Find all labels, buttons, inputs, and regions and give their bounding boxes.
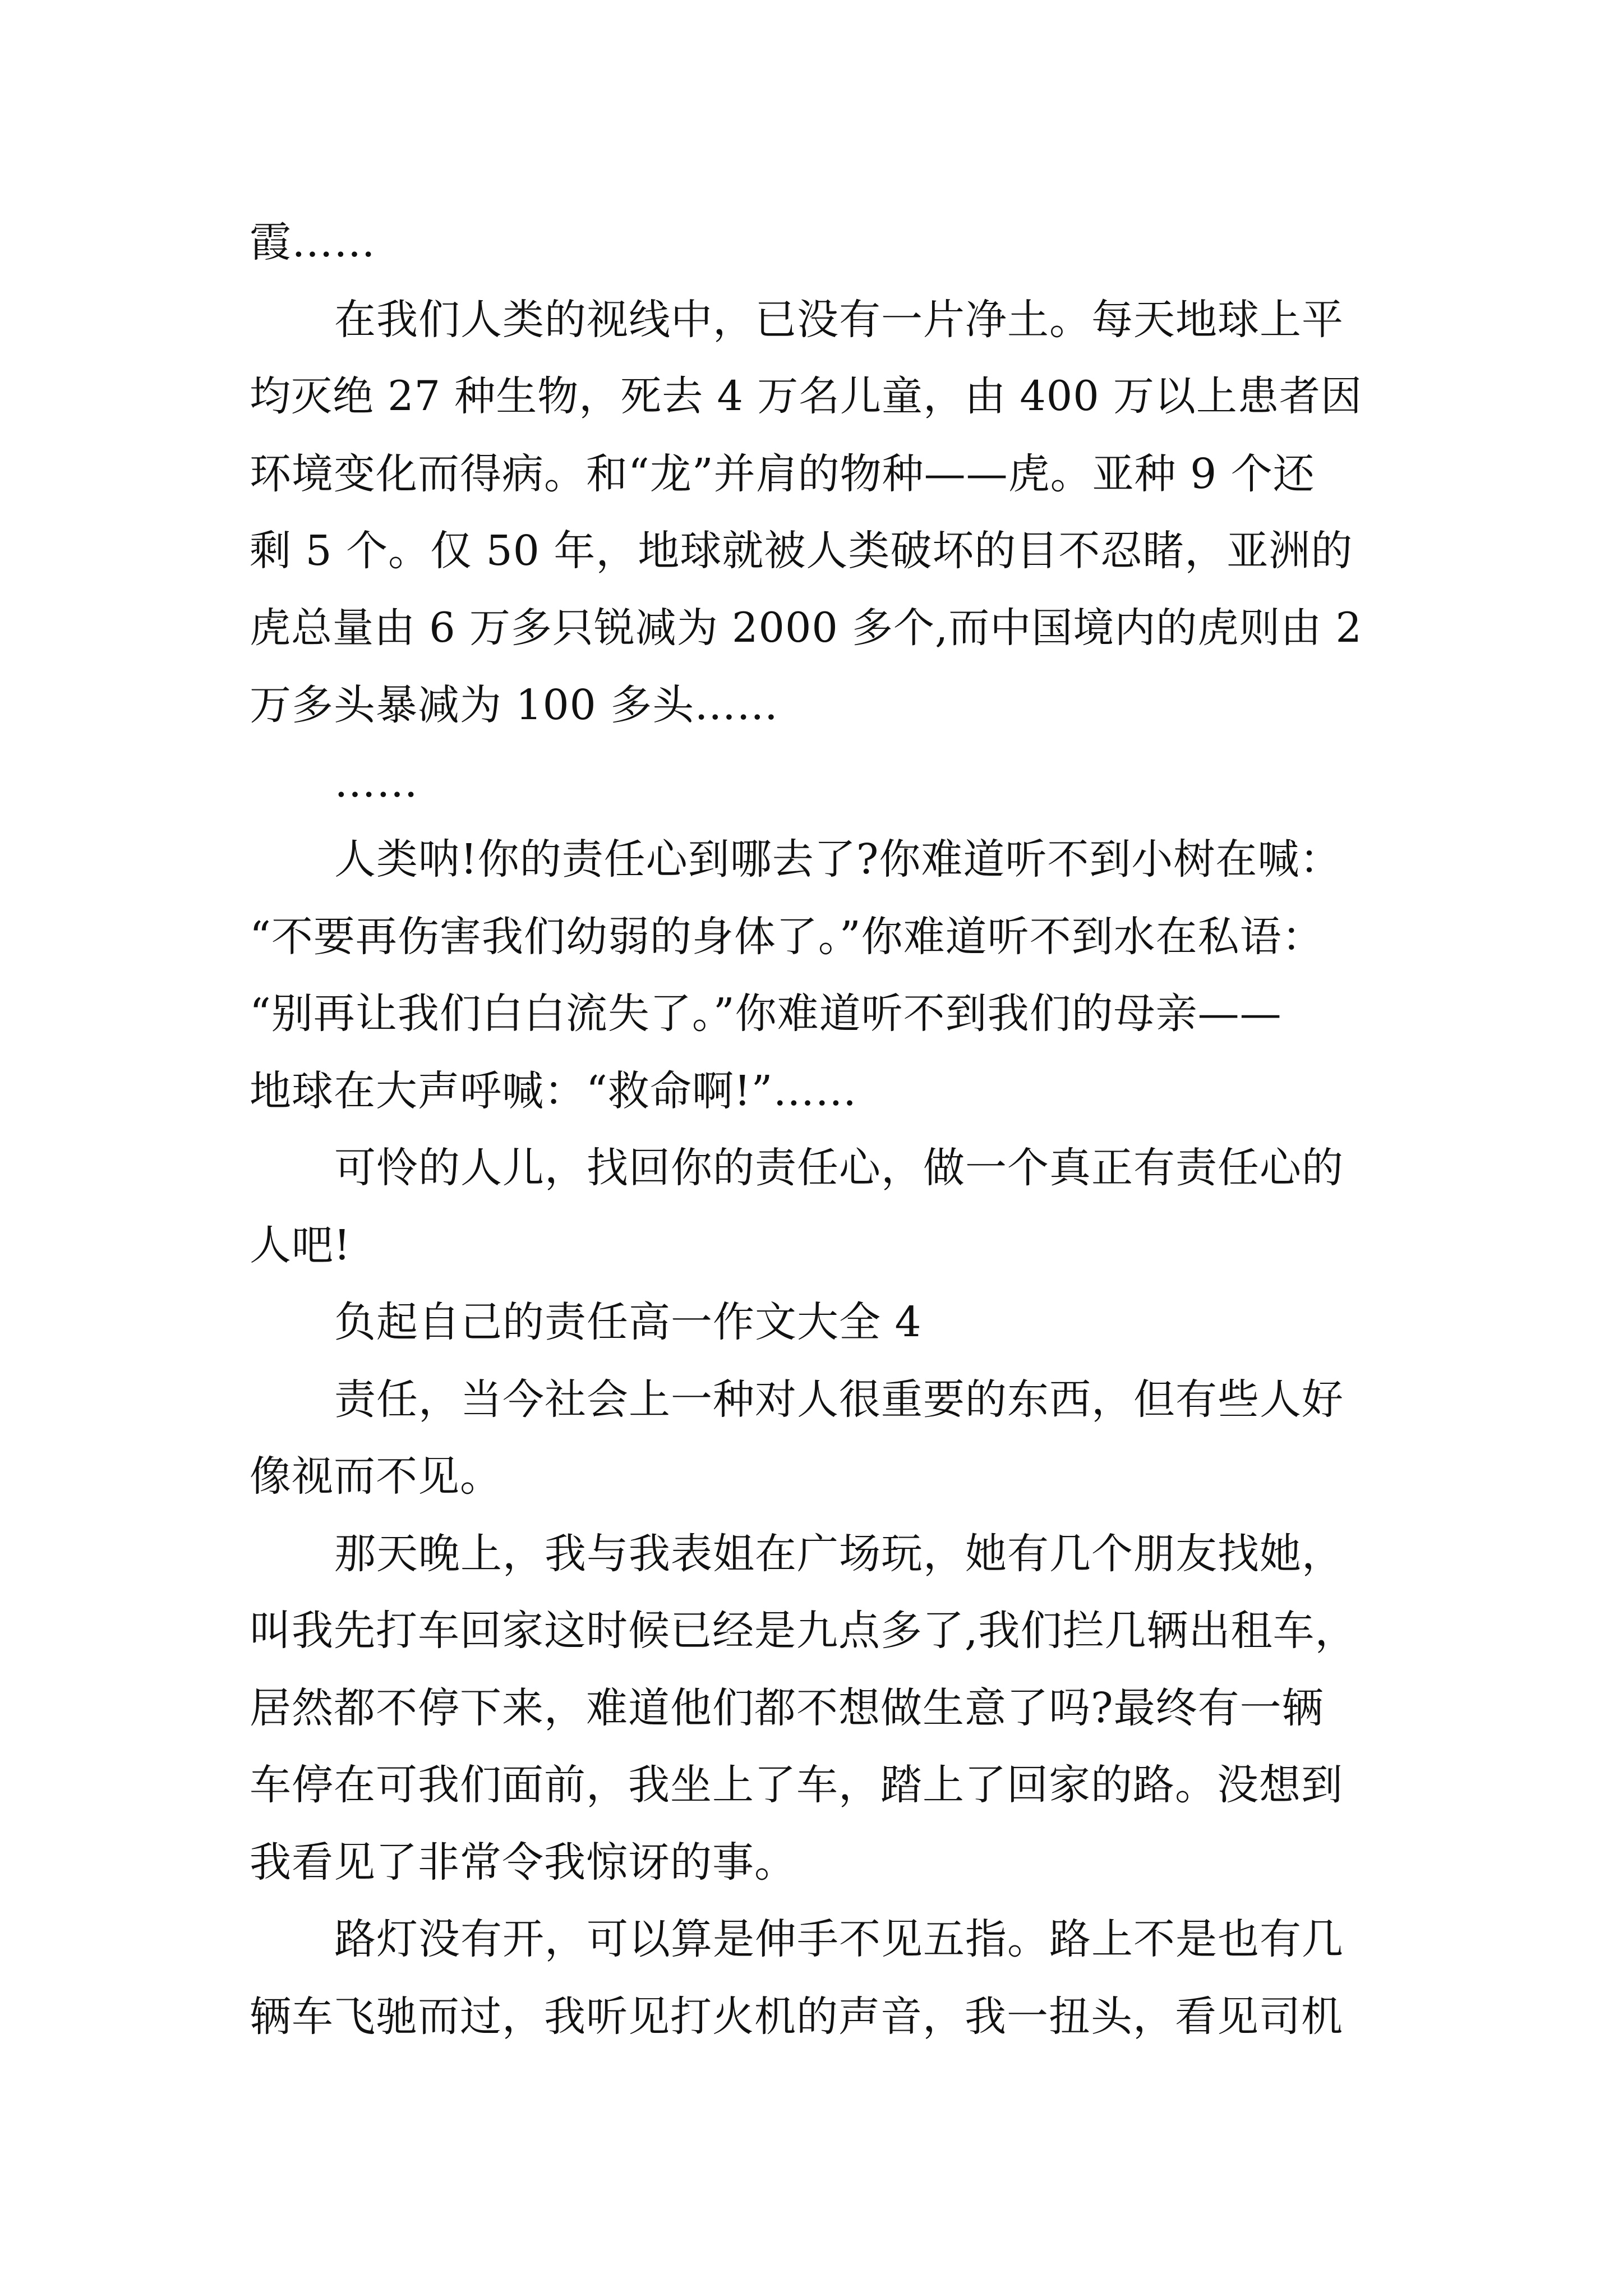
text-line: 人类呐!你的责任心到哪去了?你难道听不到小树在喊： (334, 835, 1342, 884)
text-line: 霞…… (250, 218, 376, 266)
text-line: 环境变化而得病。和“龙”并肩的物种——虎。亚种 9 个还 (250, 450, 1315, 498)
text-line: 可怜的人儿，找回你的责任心，做一个真正有责任心的 (334, 1144, 1344, 1192)
text-line: “不要再伤害我们幼弱的身体了。”你难道听不到水在私语： (250, 913, 1324, 961)
text-line: 剩 5 个。仅 50 年，地球就被人类破坏的目不忍睹，亚洲的 (250, 527, 1353, 575)
text-line: 居然都不停下来，难道他们都不想做生意了吗?最终有一辆 (250, 1684, 1324, 1732)
text-line: 万多头暴减为 100 多头…… (250, 681, 779, 729)
text-line: 虎总量由 6 万多只锐减为 2000 多个,而中国境内的虎则由 2 (250, 604, 1362, 652)
text-line: 在我们人类的视线中，已没有一片净土。每天地球上平 (334, 296, 1344, 344)
text-line: 均灭绝 27 种生物，死去 4 万名儿童，由 400 万以上患者因 (250, 372, 1362, 420)
text-line: “别再让我们白白流失了。”你难道听不到我们的母亲—— (250, 990, 1282, 1038)
text-line: 那天晚上，我与我表姐在广场玩，她有几个朋友找她， (334, 1530, 1344, 1578)
text-line: 负起自己的责任高一作文大全 4 (334, 1298, 922, 1346)
text-line: 辆车飞驰而过，我听见打火机的声音，我一扭头，看见司机 (250, 1993, 1343, 2041)
text-line: 像视而不见。 (250, 1452, 502, 1501)
text-line: 责任，当今社会上一种对人很重要的东西，但有些人好 (334, 1375, 1344, 1424)
text-line: 车停在可我们面前，我坐上了车，踏上了回家的路。没想到 (250, 1761, 1343, 1809)
text-line: 路灯没有开，可以算是伸手不见五指。路上不是也有几 (334, 1915, 1344, 1963)
text-line: 人吧! (250, 1221, 351, 1269)
text-line: 叫我先打车回家这时候已经是九点多了,我们拦几辆出租车， (250, 1607, 1357, 1655)
text-line: 我看见了非常令我惊讶的事。 (250, 1838, 796, 1887)
text-line: 地球在大声呼喊：“救命啊!”…… (250, 1067, 857, 1115)
text-line: …… (334, 758, 418, 807)
